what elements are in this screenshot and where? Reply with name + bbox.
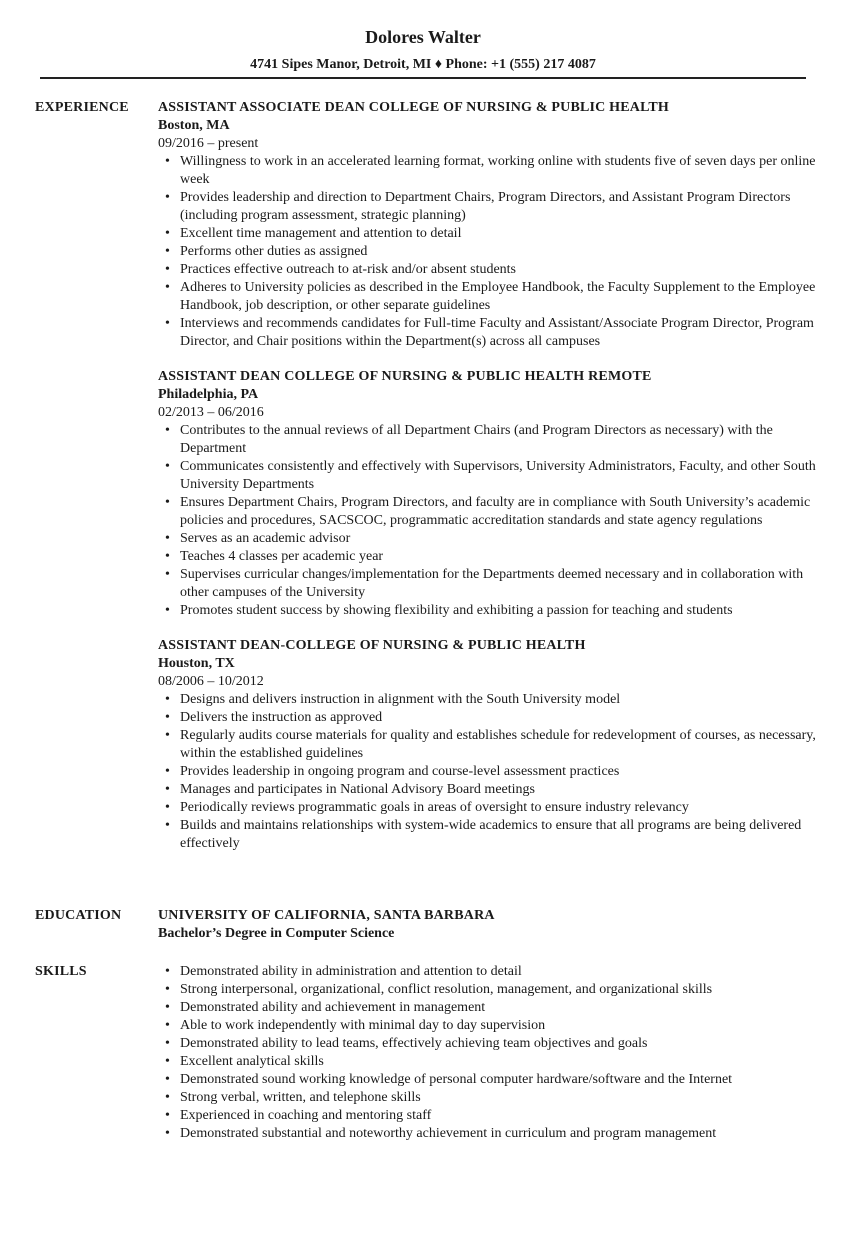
skill-item: • Strong verbal, written, and telephone skills <box>180 1089 818 1107</box>
job-bullet: • Ensures Department Chairs, Program Directors, and faculty are in compliance with South University’s academic policies and procedures, SACSCOC, programmatic accreditation standards and state agency regulations <box>180 494 818 530</box>
job-bullets <box>158 691 818 853</box>
job-bullet: • Designs and delivers instruction in alignment with the South University model <box>180 691 818 709</box>
job-bullet: • Delivers the instruction as approved <box>180 709 818 727</box>
job-bullet: • Adheres to University policies as described in the Employee Handbook, the Faculty Supplement to the Employee Handbook, job description, or other separate guidelines <box>180 279 818 315</box>
skill-item: • Strong interpersonal, organizational, conflict resolution, management, and organizational skills <box>180 981 818 999</box>
candidate-name: Dolores Walter <box>365 27 481 47</box>
job-dates: 08/2006 – 10/2012 <box>158 674 264 689</box>
job-entry <box>158 368 818 620</box>
job-location: Boston, MA <box>158 118 230 133</box>
job-bullet: • Contributes to the annual reviews of all Department Chairs (and Program Directors as necessary) with the Department <box>180 422 818 458</box>
skills-list <box>158 963 818 1143</box>
skill-item: • Demonstrated ability and achievement in management <box>180 999 818 1017</box>
skill-item: • Experienced in coaching and mentoring staff <box>180 1107 818 1125</box>
skill-item: • Demonstrated substantial and noteworthy achievement in curriculum and program management <box>180 1125 818 1143</box>
section-label-skills: SKILLS <box>35 964 87 979</box>
job-bullets <box>158 422 818 620</box>
job-location: Houston, TX <box>158 656 235 671</box>
job-entry <box>158 99 818 351</box>
skill-item: • Demonstrated ability in administration and attention to detail <box>180 963 818 981</box>
job-bullets <box>158 153 818 351</box>
job-bullet: • Interviews and recommends candidates for Full-time Faculty and Assistant/Associate Program Director, Program Director, and Chair positions within the Department(s) across all campuses <box>180 315 818 351</box>
job-bullet: • Builds and maintains relationships with system-wide academics to ensure that all programs are being delivered effectively <box>180 817 818 853</box>
job-title: ASSISTANT DEAN-COLLEGE OF NURSING & PUBLIC HEALTH <box>158 638 586 653</box>
job-bullet: • Excellent time management and attention to detail <box>180 225 818 243</box>
job-location: Philadelphia, PA <box>158 387 259 402</box>
resume-header <box>40 0 806 79</box>
skill-item: • Demonstrated sound working knowledge of personal computer hardware/software and the Internet <box>180 1071 818 1089</box>
skill-item: • Able to work independently with minimal day to day supervision <box>180 1017 818 1035</box>
job-bullet: • Practices effective outreach to at-risk and/or absent students <box>180 261 818 279</box>
job-bullet: • Performs other duties as assigned <box>180 243 818 261</box>
job-bullet: • Communicates consistently and effectively with Supervisors, University Administrators, Faculty, and other South University Departments <box>180 458 818 494</box>
skill-item: • Demonstrated ability to lead teams, effectively achieving team objectives and goals <box>180 1035 818 1053</box>
job-title: ASSISTANT DEAN COLLEGE OF NURSING & PUBLIC HEALTH REMOTE <box>158 369 652 384</box>
job-bullet: • Regularly audits course materials for quality and establishes schedule for redevelopment of courses, as necessary, within the established guidelines <box>180 727 818 763</box>
education-entry <box>158 907 818 943</box>
job-bullet: • Provides leadership in ongoing program and course-level assessment practices <box>180 763 818 781</box>
degree-name: Bachelor’s Degree in Computer Science <box>158 926 395 941</box>
skills-bullets <box>158 963 818 1143</box>
contact-line: 4741 Sipes Manor, Detroit, MI ♦ Phone: +1 (555) 217 4087 <box>250 57 596 72</box>
job-dates: 09/2016 – present <box>158 136 259 151</box>
job-bullet: • Serves as an academic advisor <box>180 530 818 548</box>
job-bullet: • Willingness to work in an accelerated learning format, working online with students five of seven days per online week <box>180 153 818 189</box>
job-dates: 02/2013 – 06/2016 <box>158 405 264 420</box>
header-divider <box>40 77 806 79</box>
job-bullet: • Supervises curricular changes/implementation for the Departments deemed necessary and in collaboration with other campuses of the University <box>180 566 818 602</box>
job-bullet: • Provides leadership and direction to Department Chairs, Program Directors, and Assistant Program Directors (including program assessment, strategic planning) <box>180 189 818 225</box>
job-bullet: • Promotes student success by showing flexibility and exhibiting a passion for teaching and students <box>180 602 818 620</box>
section-label-education: EDUCATION <box>35 908 122 923</box>
skill-item: • Excellent analytical skills <box>180 1053 818 1071</box>
job-bullet: • Periodically reviews programmatic goals in areas of oversight to ensure industry relevancy <box>180 799 818 817</box>
school-name: UNIVERSITY OF CALIFORNIA, SANTA BARBARA <box>158 908 495 923</box>
experience-list <box>158 99 818 870</box>
job-bullet: • Teaches 4 classes per academic year <box>180 548 818 566</box>
section-label-experience: EXPERIENCE <box>35 100 129 115</box>
job-bullet: • Manages and participates in National Advisory Board meetings <box>180 781 818 799</box>
job-title: ASSISTANT ASSOCIATE DEAN COLLEGE OF NURSING & PUBLIC HEALTH <box>158 100 670 115</box>
job-entry <box>158 637 818 853</box>
